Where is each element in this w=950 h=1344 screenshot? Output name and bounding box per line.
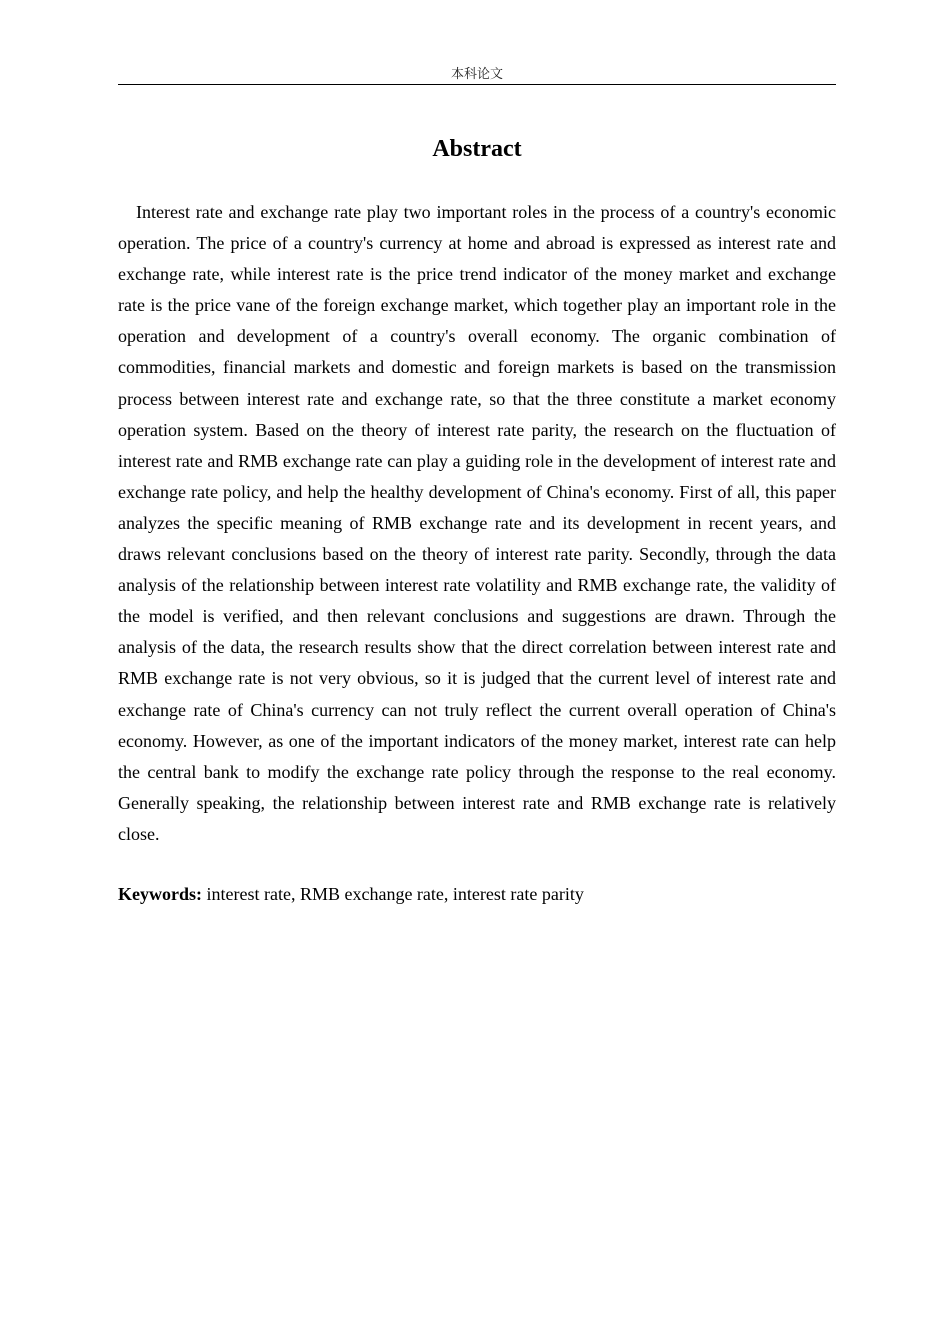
keywords-line xyxy=(118,879,836,910)
keywords-label: Keywords: xyxy=(118,884,202,904)
abstract-body: Interest rate and exchange rate play two important roles in the process of a country's economic operation. The price of a country's currency at home and abroad is expressed as interest rate and exchange rate, while interest rate is the price trend indicator of the money market and exchange rate is the price vane of the foreign exchange market, which together play an important role in the operation and development of a country's overall economy. The organic combination of commodities, financial markets and domestic and foreign markets is based on the transmission process between interest rate and exchange rate, so that the three constitute a market economy operation system. Based on the theory of interest rate parity, the research on the fluctuation of interest rate and RMB exchange rate can play a guiding role in the development of interest rate and exchange rate policy, and help the healthy development of China's economy. First of all, this paper analyzes the specific meaning of RMB exchange rate and its development in recent years, and draws relevant conclusions based on the theory of interest rate parity. Secondly, through the data analysis of the relationship between interest rate volatility and RMB exchange rate, the validity of the model is verified, and then relevant conclusions and suggestions are drawn. Through the analysis of the data, the research results show that the direct correlation between interest rate and RMB exchange rate is not very obvious, so it is judged that the current level of interest rate and exchange rate of China's currency can not truly reflect the current overall operation of China's economy. However, as one of the important indicators of the money market, interest rate can help the central bank to modify the exchange rate policy through the response to the real economy. Generally speaking, the relationship between interest rate and RMB exchange rate is relatively close. xyxy=(118,202,836,844)
abstract-title: Abstract xyxy=(432,136,522,162)
running-header: 本科论文 xyxy=(118,66,836,85)
keywords-value: interest rate, RMB exchange rate, interest rate parity xyxy=(202,884,584,904)
